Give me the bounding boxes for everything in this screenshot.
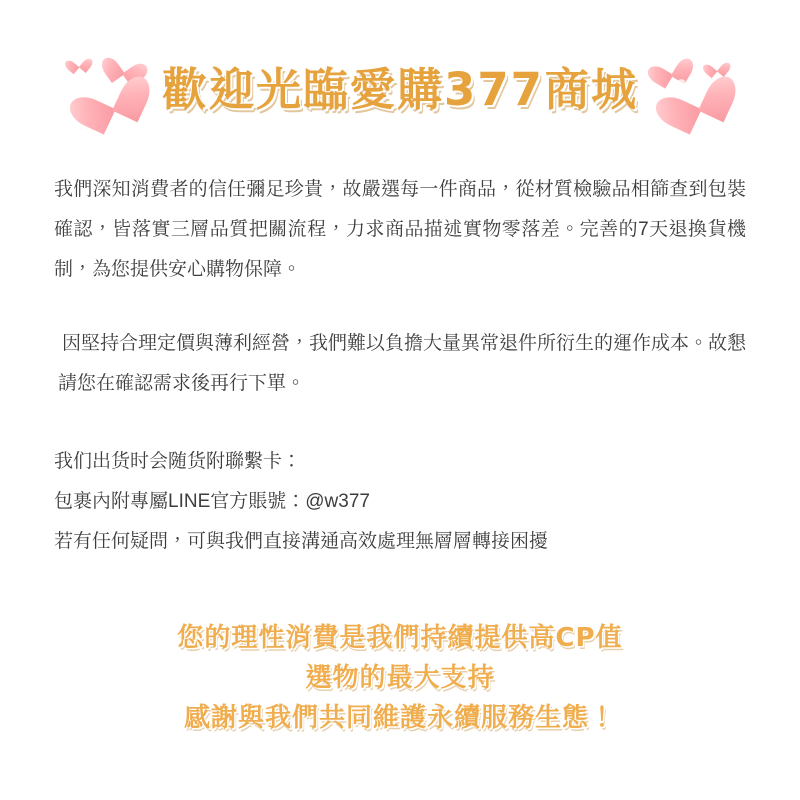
page-title: 歡迎光臨愛購377商城: [162, 62, 638, 116]
footer-message: [0, 618, 800, 738]
heart-icon: [69, 51, 89, 71]
contact-line-support: 若有任何疑問，可與我們直接溝通高效處理無層層轉接困擾: [54, 531, 549, 552]
footer-line-3: 感謝與我們共同維護永續服務生態！: [183, 703, 616, 733]
heart-cluster-icon: [70, 46, 148, 124]
banner-header: [0, 0, 800, 170]
paragraph-quality-assurance: 我們深知消費者的信任彌足珍貴，故嚴選每一件商品，從材質檢驗品相篩查到包裝確認，皆落實三層品質把關流程，力求商品描述實物零落差。完善的7天退換貨機制，為您提供安心購物保障。: [54, 179, 746, 280]
body-content: [0, 170, 800, 562]
contact-line-line-id: 包裹內附專屬LINE官方賬號：@w377: [54, 491, 370, 512]
contact-info-block: [54, 442, 746, 562]
heart-cluster-icon: [652, 46, 730, 124]
paragraph-pricing-policy: 因堅持合理定價與薄利經營，我們難以負擔大量異常退件所衍生的運作成本。故懇請您在確認需求後再行下單。: [58, 333, 747, 394]
footer-line-1: 您的理性消費是我們持續提供高CP值: [177, 623, 623, 653]
footer-line-2: 選物的最大支持: [305, 663, 495, 693]
contact-line-shipping-card: 我们出货时会随货附聯繫卡：: [54, 451, 302, 472]
